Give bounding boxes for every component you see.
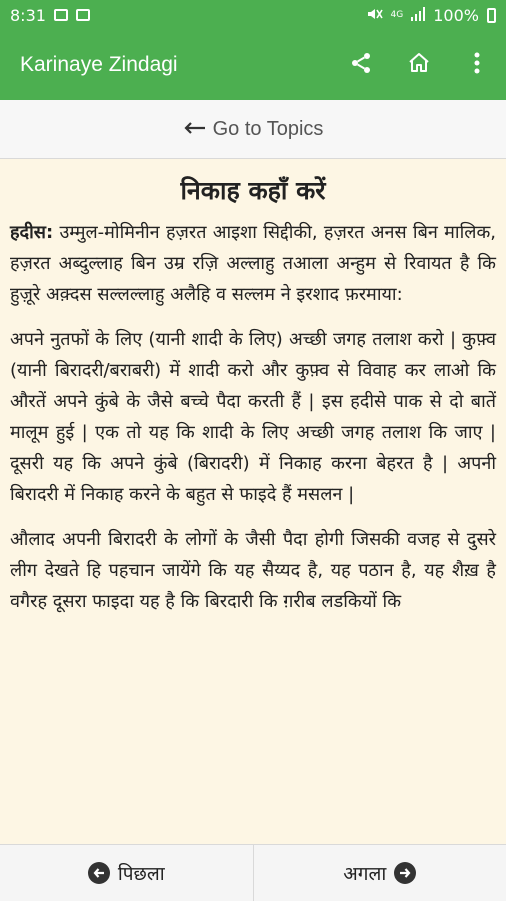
article-paragraph: अपने नुतफों के लिए (यानी शादी के लिए) अच्छी जगह तलाश करो | कुफ़्व (यानी बिरादरी/बराबरी) में शादी करो और कुफ़्व से विवाह कर लाओ कि औरतें अपने कुंबे के जैसे बच्चे पैदा करती हैं | इस हदीसे पाक से दो बातें मालूम हुई | एक तो यह कि शादी के लिए अच्छी जगह तलाश कि जाए | दूसरी यह कि अपने कुंबे (बिरादरी) में निकाह करना बेहरत है | अपनी बिरादरी में निकाह करने के बहुत से फाइदे हैं मसलन |: [10, 324, 496, 510]
arrow-left-icon: [183, 118, 207, 141]
status-bar: [0, 0, 506, 30]
gallery-notification-icon: [54, 9, 68, 21]
status-right: [367, 6, 496, 25]
battery-icon: [487, 8, 496, 23]
hadith-text: उम्मुल-मोमिनीन हज़रत आइशा सिद्दीकी, हज़रत अनस बिन मालिक, हज़रत अब्दुल्लाह बिन उम्र रज़ि अल्लाहु तआला अन्हुम से रिवायत है कि हुज़ूरे अक़्दस सल्लल्लाहु अलैहि व सल्लम ने इरशाद फ़रमाया:: [10, 222, 496, 305]
go-to-topics-button[interactable]: [0, 100, 506, 159]
share-icon: [349, 51, 373, 79]
article-title: निकाह कहाँ करें: [10, 173, 496, 207]
bottom-navigation: [0, 844, 506, 901]
home-button[interactable]: [390, 30, 448, 100]
go-to-topics-label: Go to Topics: [213, 118, 324, 141]
article-paragraph: औलाद अपनी बिरादरी के लोगों के जैसी पैदा होगी जिसकी वजह से दुसरे लीग देखते हि पहचान जायेंगे कि यह सैय्यद है, यह पठान है, यह शैख़ है वगैरह दूसरा फाइदा यह है कि बिरदारी कि ग़रीब लडकियों कि: [10, 524, 496, 617]
arrow-circle-left-icon: [88, 862, 110, 884]
more-vert-icon: [474, 52, 480, 78]
battery-percent: 100%: [433, 6, 479, 25]
overflow-menu-button[interactable]: [448, 30, 506, 100]
share-button[interactable]: [332, 30, 390, 100]
previous-label: पिछला: [118, 860, 165, 886]
signal-icon: [411, 6, 425, 25]
network-type-label: 4G: [391, 10, 404, 20]
message-notification-icon: [76, 9, 90, 21]
status-left: [10, 6, 90, 25]
mute-icon: [367, 6, 383, 25]
arrow-circle-right-icon: [394, 862, 416, 884]
home-icon: [407, 51, 431, 79]
hadith-paragraph: [10, 217, 496, 310]
status-time: 8:31: [10, 6, 46, 25]
next-button[interactable]: [253, 845, 506, 901]
app-actions: [332, 30, 506, 100]
previous-button[interactable]: [0, 845, 253, 901]
app-title: Karinaye Zindagi: [20, 53, 332, 77]
hadith-label: हदीस:: [10, 222, 53, 243]
app-bar: [0, 30, 506, 100]
article-content[interactable]: [0, 159, 506, 844]
next-label: अगला: [343, 860, 386, 886]
